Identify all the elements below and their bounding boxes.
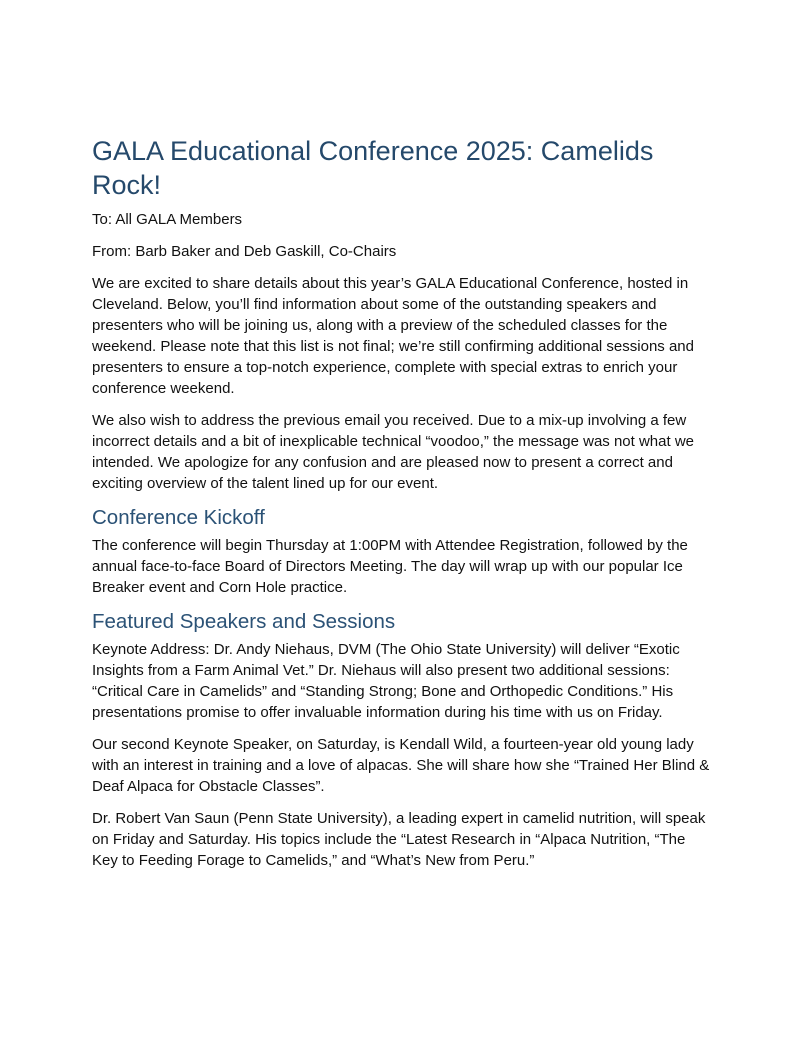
section-heading-kickoff: Conference Kickoff — [92, 506, 265, 529]
from-line: From: Barb Baker and Deb Gaskill, Co-Chairs — [92, 243, 397, 260]
section-heading-speakers: Featured Speakers and Sessions — [92, 610, 396, 633]
intro-paragraph: We also wish to address the previous email you received. Due to a mix-up involving a few incorrect details and a bit of inexplicable technical “voodoo,” the message was not what we intended. We apologize for any confusion and are pleased now to present a correct and exciting overview of the talent lined up for our event. — [92, 412, 694, 492]
document-title: GALA Educational Conference 2025: Camelids Rock! — [92, 136, 654, 200]
section-paragraph: Our second Keynote Speaker, on Saturday, is Kendall Wild, a fourteen-year old young lady with an interest in training and a love of alpacas. She will share how she “Trained Her Blind & Deaf Alpaca for Obstacle Classes”. — [92, 736, 710, 795]
to-line: To: All GALA Members — [92, 211, 243, 228]
document-page — [92, 134, 712, 882]
section-paragraph: The conference will begin Thursday at 1:00PM with Attendee Registration, followed by the annual face-to-face Board of Directors Meeting. The day will wrap up with our popular Ice Breaker event and Corn Hole practice. — [92, 537, 688, 596]
section-paragraph: Dr. Robert Van Saun (Penn State University), a leading expert in camelid nutrition, will speak on Friday and Saturday. His topics include the “Latest Research in “Alpaca Nutrition, “The Key to Feeding Forage to Camelids,” and “What’s New from Peru.” — [92, 810, 706, 869]
section-paragraph: Keynote Address: Dr. Andy Niehaus, DVM (The Ohio State University) will deliver “Exotic Insights from a Farm Animal Vet.” Dr. Niehaus will also present two additional sessions: “Critical Care in Camelids” and “Standing Strong; Bone and Orthopedic Conditions.” His presentations promise to offer invaluable information during his time with us on Friday. — [92, 641, 680, 721]
intro-paragraph: We are excited to share details about this year’s GALA Educational Conference, hosted in Cleveland. Below, you’ll find information about some of the outstanding speakers and presenters who will be joining us, along with a preview of the scheduled classes for the weekend. Please note that this list is not final; we’re still confirming additional sessions and presenters to ensure a top-notch experience, complete with special extras to enrich your conference weekend. — [92, 275, 694, 397]
